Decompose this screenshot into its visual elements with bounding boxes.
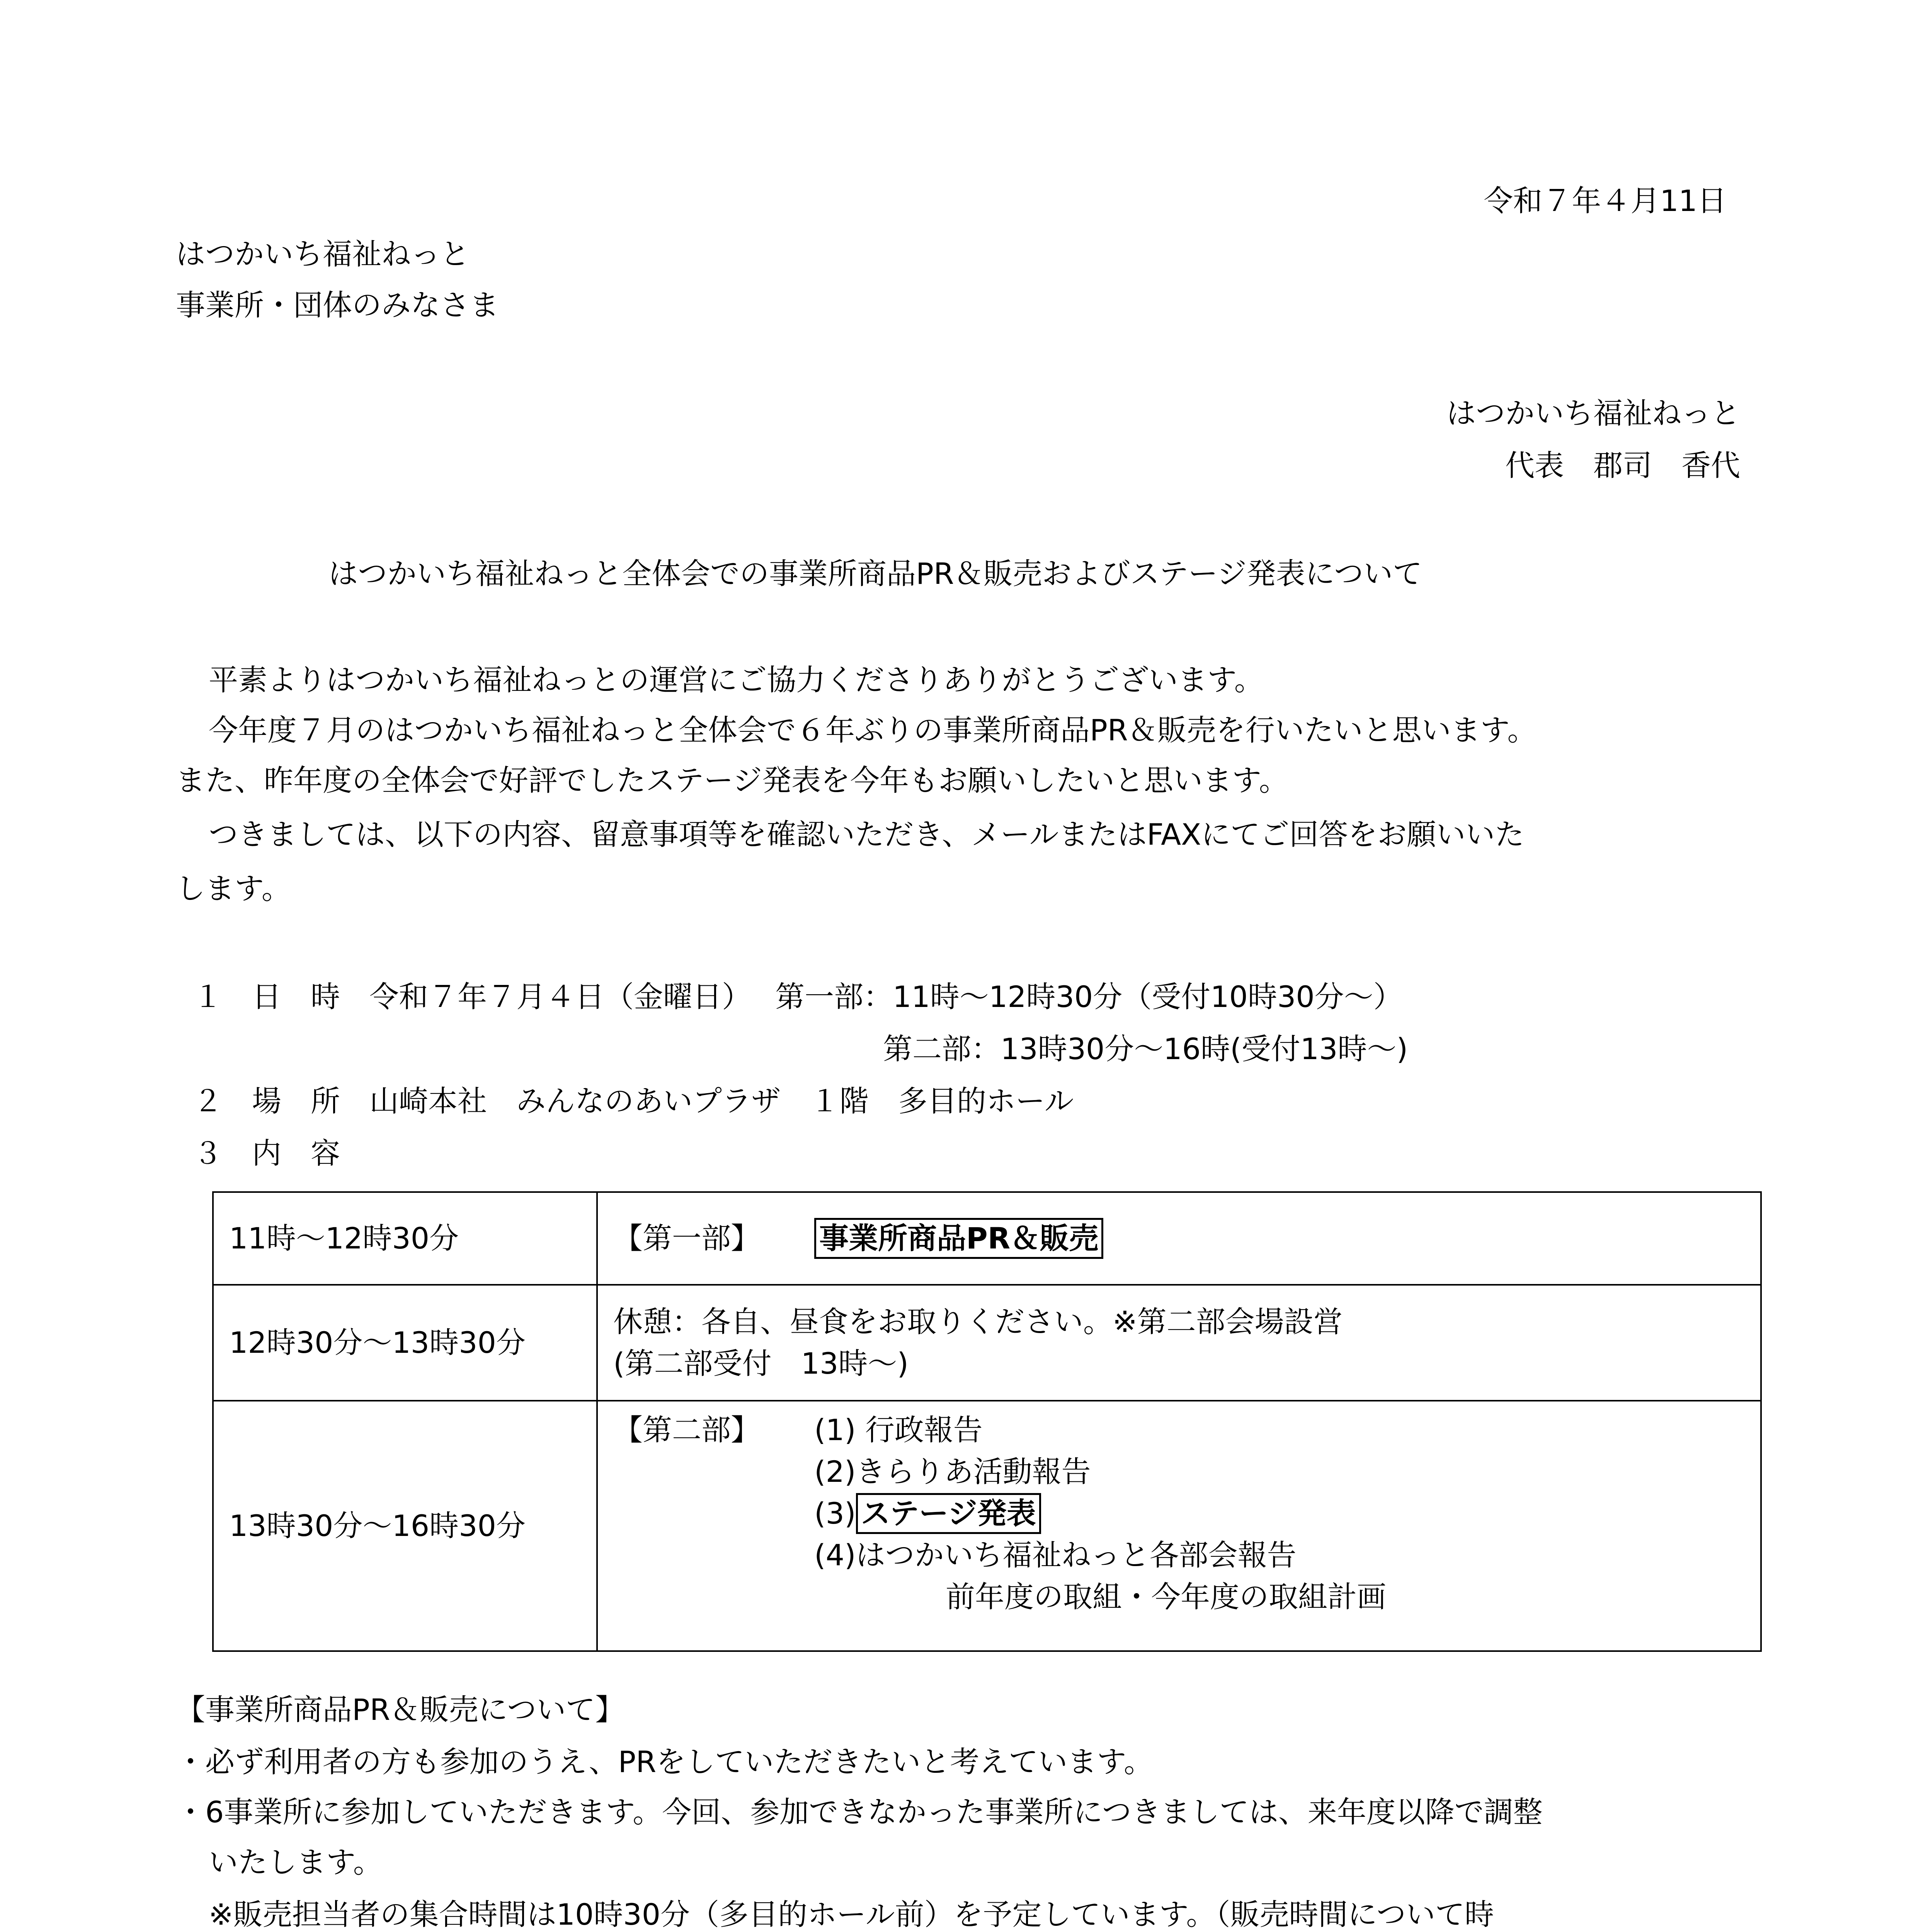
body-line-2: 今年度７月のはつかいち福祉ねっと全体会で６年ぶりの事業所商品PR＆販売を行いたいと思います。 bbox=[209, 713, 1537, 747]
schedule-time: 11時～12時30分 bbox=[213, 1192, 597, 1285]
schedule-row bbox=[213, 1192, 1761, 1285]
item-date-part2: 第二部：13時30分～16時(受付13時～) bbox=[883, 1032, 1408, 1066]
document-title: はつかいち福祉ねっと全体会での事業所商品PR＆販売およびステージ発表について bbox=[328, 556, 1423, 591]
schedule-row bbox=[213, 1401, 1761, 1651]
highlight-event: ステージ発表 bbox=[856, 1493, 1041, 1534]
reception-note: (第二部受付 13時～) bbox=[613, 1346, 909, 1381]
schedule-row bbox=[213, 1285, 1761, 1401]
body-line-5: します。 bbox=[176, 871, 291, 906]
addressee-recipients: 事業所・団体のみなさま bbox=[176, 288, 499, 322]
item-content: ３ 内 容 bbox=[193, 1136, 340, 1170]
schedule-detail bbox=[597, 1285, 1761, 1401]
item-place: ２ 場 所 山崎本社 みんなのあいプラザ １階 多目的ホール bbox=[193, 1084, 1074, 1118]
item-date: １ 日 時 令和７年７月４日（金曜日） 第一部：11時～12時30分（受付10時30分～） bbox=[193, 980, 1403, 1014]
body-line-3: また、昨年度の全体会で好評でしたステージ発表を今年もお願いしたいと思います。 bbox=[176, 763, 1288, 798]
break-note: 休憩：各自、昼食をお取りください。※第二部会場設営 bbox=[613, 1304, 1343, 1339]
sender-representative: 代表 郡司 香代 bbox=[1505, 448, 1740, 483]
pr-section-heading: 【事業所商品PR＆販売について】 bbox=[176, 1692, 625, 1727]
schedule-detail bbox=[597, 1192, 1761, 1285]
schedule-table bbox=[212, 1191, 1762, 1652]
body-line-1: 平素よりはつかいち福祉ねっとの運営にご協力くださりありがとうございます。 bbox=[209, 663, 1264, 697]
part-label: 【第一部】 bbox=[613, 1221, 760, 1255]
pr-line: ・必ず利用者の方も参加のうえ、PRをしていただきたいと考えています。 bbox=[176, 1745, 1154, 1779]
schedule-time: 13時30分～16時30分 bbox=[213, 1401, 597, 1651]
body-line-4: つきましては、以下の内容、留意事項等を確認いただき、メールまたはFAXにてご回答をお願いいた bbox=[209, 817, 1525, 852]
part-label: 【第二部】 bbox=[613, 1413, 760, 1447]
highlight-event: 事業所商品PR＆販売 bbox=[814, 1218, 1103, 1259]
schedule-time: 12時30分～13時30分 bbox=[213, 1285, 597, 1401]
agenda-number: (3) bbox=[814, 1496, 856, 1531]
sender-org: はつかいち福祉ねっと bbox=[1446, 396, 1740, 430]
addressee-org: はつかいち福祉ねっと bbox=[176, 237, 470, 271]
agenda-item bbox=[814, 1493, 1386, 1534]
schedule-detail bbox=[597, 1401, 1761, 1651]
pr-line: いたします。 bbox=[209, 1845, 383, 1879]
pr-line: ・6事業所に参加していただきます。今回、参加できなかった事業所につきましては、来年度以降で調整 bbox=[176, 1795, 1543, 1829]
pr-line: ※販売担当者の集合時間は10時30分（多目的ホール前）を予定しています。（販売時間について時 bbox=[209, 1897, 1494, 1932]
agenda-item: (1) 行政報告 bbox=[814, 1413, 983, 1447]
document-date: 令和７年４月11日 bbox=[1484, 184, 1727, 218]
agenda-item: (2)きらりあ活動報告 bbox=[814, 1454, 1091, 1489]
agenda-item: (4)はつかいち福祉ねっと各部会報告 bbox=[814, 1538, 1297, 1572]
agenda-subitem: 前年度の取組・今年度の取組計画 bbox=[946, 1580, 1386, 1614]
